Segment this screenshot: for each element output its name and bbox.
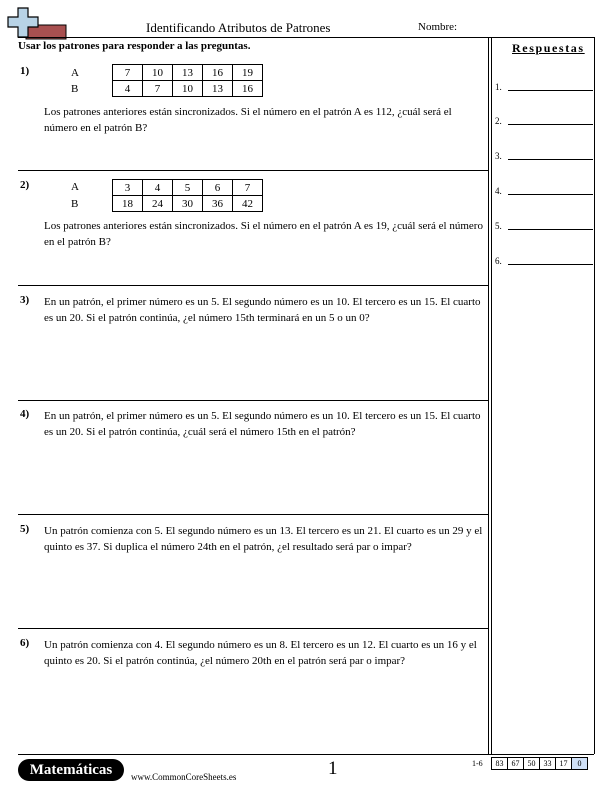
pattern-cell: 10 xyxy=(143,65,173,81)
question-2-row-b-label: B xyxy=(71,198,79,210)
pattern-cell: 3 xyxy=(113,180,143,196)
instructions: Usar los patrones para responder a las preguntas. xyxy=(18,40,251,52)
answer-3-line[interactable] xyxy=(508,159,593,160)
question-2-text: Los patrones anteriores están sincronizados. Si el número en el patrón A es 19, ¿cuál será el número en el patrón B? xyxy=(44,220,483,248)
pattern-cell: 18 xyxy=(113,196,143,212)
brand-label: Matemáticas xyxy=(29,762,113,778)
pattern-cell: 7 xyxy=(233,180,263,196)
score-table xyxy=(491,757,588,770)
question-separator xyxy=(18,628,488,629)
pattern-row-b xyxy=(113,81,263,97)
answer-column-right-edge xyxy=(594,37,595,754)
question-1-row-b-label: B xyxy=(71,83,79,95)
pattern-row-a xyxy=(113,180,263,196)
answer-5-line[interactable] xyxy=(508,229,593,230)
question-separator xyxy=(18,285,488,286)
answer-6-number: 6. xyxy=(495,256,502,266)
question-2-number: 2) xyxy=(20,179,30,191)
pattern-cell: 10 xyxy=(173,81,203,97)
answer-column-divider xyxy=(488,37,489,754)
question-4-number: 4) xyxy=(20,408,30,420)
answer-1-line[interactable] xyxy=(508,90,593,91)
score-cell: 67 xyxy=(508,758,524,770)
header-rule xyxy=(18,37,594,38)
question-6-text: Un patrón comienza con 4. El segundo número es un 8. El tercero es un 12. El cuarto es un 16 y el quinto es 20. Si el patrón continúa, ¿el número 20th en el patrón será par o impar? xyxy=(44,639,477,667)
pattern-cell: 7 xyxy=(143,81,173,97)
pattern-cell: 13 xyxy=(203,81,233,97)
pattern-cell: 4 xyxy=(143,180,173,196)
score-cell-highlighted: 0 xyxy=(572,758,588,770)
worksheet-title: Identificando Atributos de Patrones xyxy=(146,20,331,35)
question-separator xyxy=(18,400,488,401)
pattern-cell: 16 xyxy=(203,65,233,81)
name-label: Nombre: xyxy=(418,21,458,33)
pattern-cell: 30 xyxy=(173,196,203,212)
question-4-text: En un patrón, el primer número es un 5. El segundo número es un 10. El tercero es un 15. El cuarto es un 20. Si el patrón continúa, ¿cuál será el número 15th en el patrón? xyxy=(44,410,481,438)
score-cell: 83 xyxy=(492,758,508,770)
pattern-cell: 19 xyxy=(233,65,263,81)
plus-logo-icon xyxy=(4,6,68,40)
site-url: www.CommonCoreSheets.es xyxy=(131,772,237,782)
score-cell: 50 xyxy=(524,758,540,770)
question-separator xyxy=(18,514,488,515)
question-1-number: 1) xyxy=(20,65,30,77)
score-cell: 33 xyxy=(540,758,556,770)
pattern-cell: 13 xyxy=(173,65,203,81)
question-3-text: En un patrón, el primer número es un 5. El segundo número es un 10. El tercero es un 15. El cuarto es un 20. Si el patrón continúa, ¿el número 15th terminará en un 5 o un 0? xyxy=(44,296,481,324)
answers-title: Respuestas xyxy=(512,41,585,55)
pattern-cell: 36 xyxy=(203,196,233,212)
pattern-cell: 4 xyxy=(113,81,143,97)
question-1-text: Los patrones anteriores están sincronizados. Si el número en el patrón A es 112, ¿cuál será el número en el patrón B? xyxy=(44,106,452,134)
score-cell: 17 xyxy=(556,758,572,770)
answer-5-number: 5. xyxy=(495,221,502,231)
answer-4-line[interactable] xyxy=(508,194,593,195)
question-3-number: 3) xyxy=(20,294,30,306)
question-6-number: 6) xyxy=(20,637,30,649)
question-1-row-a-label: A xyxy=(71,67,79,79)
answer-6-line[interactable] xyxy=(508,264,593,265)
question-2-pattern-table xyxy=(112,179,263,212)
pattern-row-b xyxy=(113,196,263,212)
question-2-row-a-label: A xyxy=(71,181,79,193)
question-1-pattern-table xyxy=(112,64,263,97)
pattern-cell: 7 xyxy=(113,65,143,81)
question-separator xyxy=(18,170,488,171)
pattern-cell: 16 xyxy=(233,81,263,97)
answer-4-number: 4. xyxy=(495,186,502,196)
answer-2-number: 2. xyxy=(495,116,502,126)
pattern-row-a xyxy=(113,65,263,81)
answer-2-line[interactable] xyxy=(508,124,593,125)
answer-3-number: 3. xyxy=(495,151,502,161)
page-number: 1 xyxy=(328,758,338,779)
question-5-number: 5) xyxy=(20,523,30,535)
pattern-cell: 42 xyxy=(233,196,263,212)
answer-1-number: 1. xyxy=(495,82,502,92)
pattern-cell: 5 xyxy=(173,180,203,196)
score-range-label: 1-6 xyxy=(472,759,483,768)
pattern-cell: 24 xyxy=(143,196,173,212)
pattern-cell: 6 xyxy=(203,180,233,196)
footer-rule xyxy=(18,754,594,755)
question-5-text: Un patrón comienza con 5. El segundo número es un 13. El tercero es un 21. El cuarto es un 29 y el quinto es 37. Si duplica el número 24th en el patrón, ¿el resultado será par o impar? xyxy=(44,525,483,553)
answer-column-divider-inner xyxy=(491,37,492,754)
